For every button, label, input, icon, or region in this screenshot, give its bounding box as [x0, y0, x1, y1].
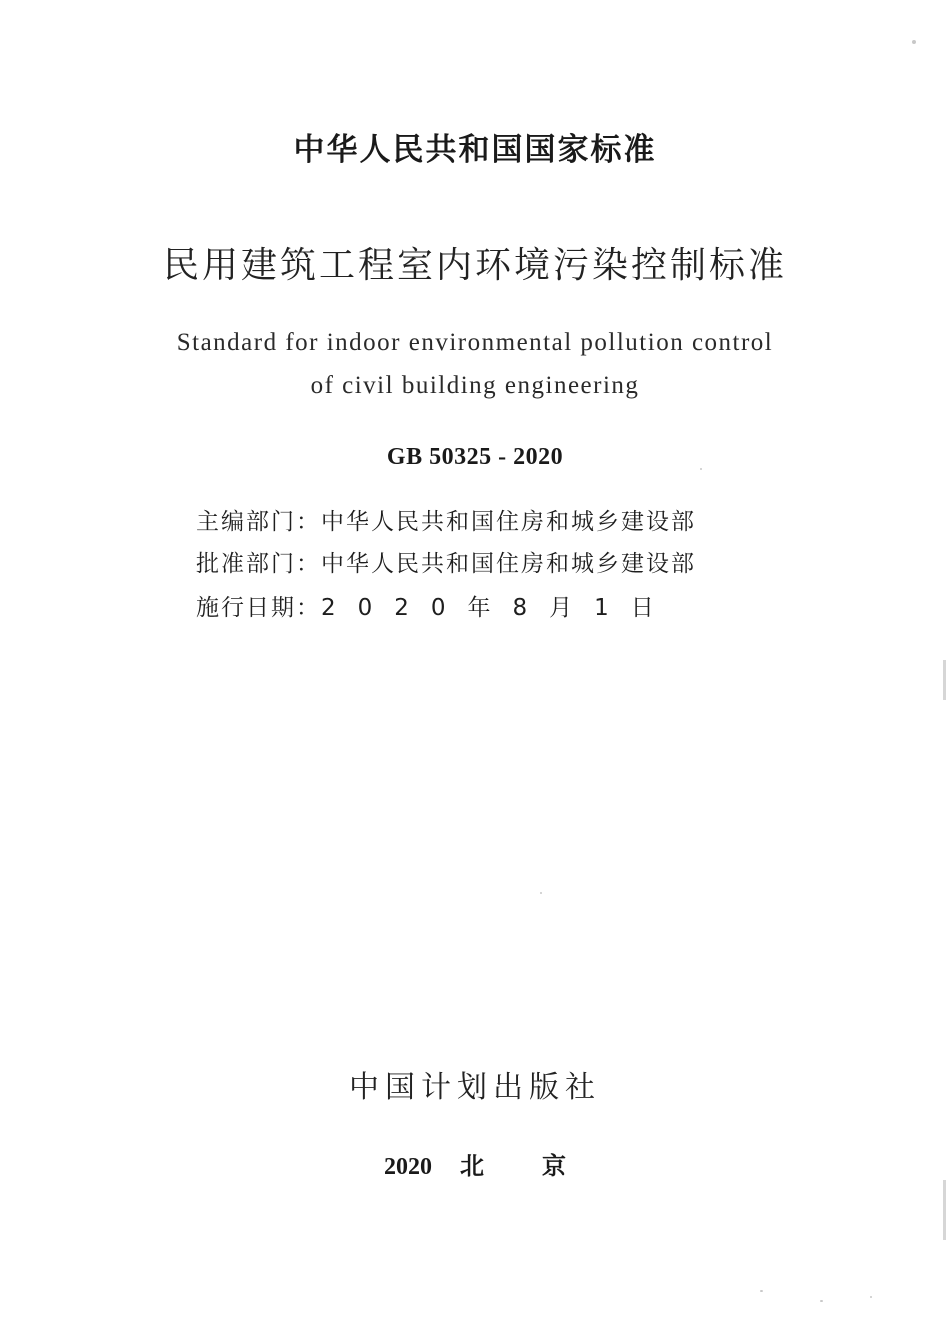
publication-year: 2020 [384, 1154, 432, 1180]
scan-edge-mark [943, 1180, 946, 1240]
editor-department-row [196, 504, 696, 540]
standard-title-english-line1: Standard for indoor environmental pollution control [176, 329, 774, 356]
approval-department-row [196, 546, 696, 582]
approval-department-label: 批准部门： [196, 551, 321, 577]
effective-date-value: 2020年8月1日 [321, 595, 676, 621]
standard-title-chinese: 民用建筑工程室内环境污染控制标准 [162, 245, 787, 286]
scan-edge-mark [943, 660, 946, 700]
editor-department-value: 中华人民共和国住房和城乡建设部 [321, 509, 696, 535]
national-standard-heading: 中华人民共和国国家标准 [293, 132, 657, 168]
scan-speck [912, 40, 916, 44]
publication-city: 北京 [460, 1152, 624, 1180]
publisher-name: 中国计划出版社 [349, 1070, 601, 1105]
effective-date-label: 施行日期： [196, 595, 321, 621]
editor-department-label: 主编部门： [196, 509, 321, 535]
scan-speck [820, 1300, 823, 1302]
approval-department-value: 中华人民共和国住房和城乡建设部 [321, 551, 696, 577]
scan-speck [540, 892, 542, 894]
standard-title-english-line2: of civil building engineering [310, 372, 640, 399]
effective-date-row [196, 590, 676, 626]
scan-speck [870, 1296, 872, 1298]
scan-speck [700, 468, 702, 470]
scan-speck [760, 1290, 763, 1292]
publication-line [0, 1148, 950, 1185]
standard-code: GB 50325 - 2020 [386, 444, 564, 470]
